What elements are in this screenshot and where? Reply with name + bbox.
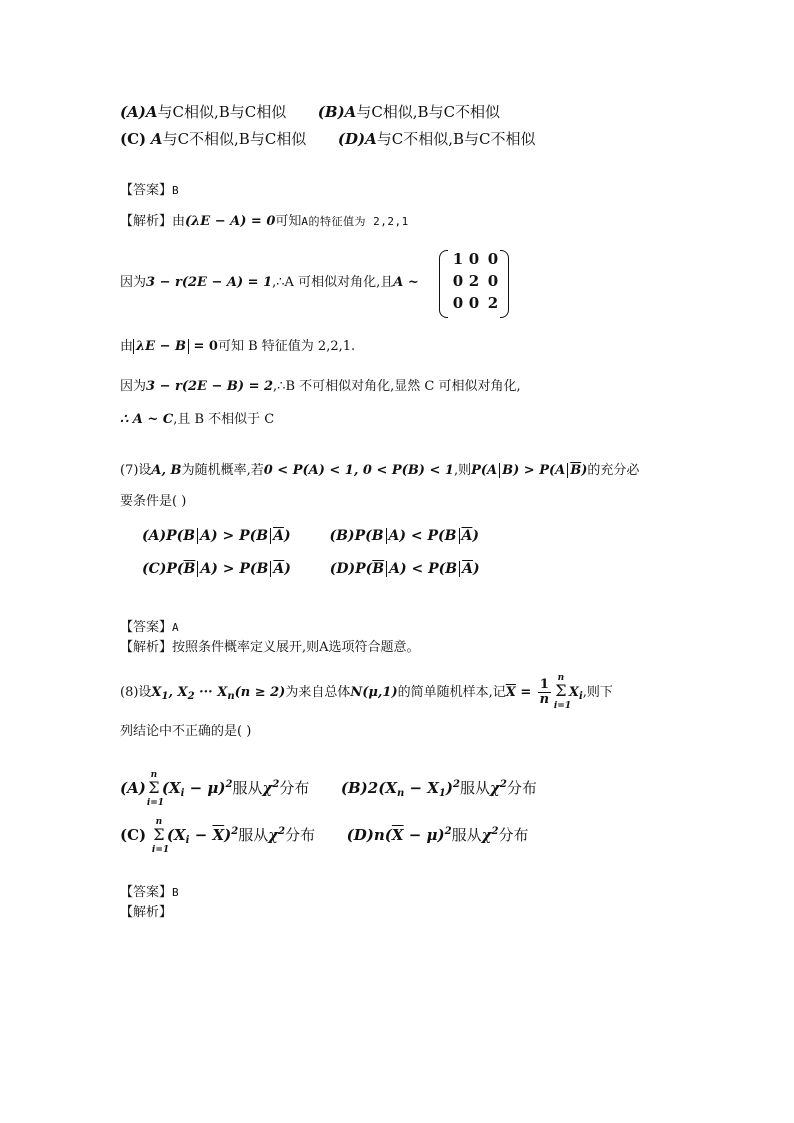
q6-option-c-text: 与C不相似,B与C相似 [162,130,307,148]
q8-option-d-math: $n(\overline{X} - \mu)^2$ [373,826,452,844]
q8-analysis: 【解析】 [120,905,173,920]
q6-answer-value: B [172,184,180,197]
q6-eq-5: ∴ A ~ C [120,412,174,427]
diagonal-matrix: 1 0 0 0 2 0 0 0 2 [439,250,509,316]
q6-analysis-line-2: 因为3 − r(2E − A) = 1,∴A 可相似对角化,且A ~ [120,275,419,290]
q6-eq-1: (λE − A) = 0 [185,214,276,229]
q6-eq-2: 3 − r(2E − A) = 1 [146,275,273,290]
q7-number: (7)设 [120,463,152,478]
q8-mean-def: $\overline{X}$ = [505,685,536,700]
q8-number: (8)设 [120,685,152,700]
q7-analysis: 【解析】按照条件概率定义展开,则A选项符合题意。 [120,640,420,655]
q8-options-row-2: (C) n Σ i=1 $(X_i - \overline{X})^2$服从$\chi^2$分布 $(D)n(\overline{X} - \mu)^2$服从$\chi^2$分布 [120,817,529,855]
q6-option-a-text: 与C相似,B与C相似 [157,103,287,121]
q6-analysis-line-4: 因为3 − r(2E − B) = 2,∴B 不可相似对角化,显然 C 可相似对角化, [120,379,521,394]
q7-options-row-2: $(C)P(\overline{B}$ A) > P(B $\overline{A}$) $(D)P(\overline{B}$ A) < P(B $\overline{A}$) [142,561,480,577]
q6-eq-3: λE − B [133,339,189,354]
q8-option-c-math: $(X_i - \overline{X})^2$ [166,826,239,846]
q7-option-b-math: P(B A) < P(B $\overline{A}$) [354,528,479,544]
q6-option-row-1: (A)A与C相似,B与C相似 (B)A与C相似,B与C不相似 [120,103,501,121]
q6-option-b-label: (B) [317,103,345,121]
q8-option-b-math: $2(X_n - X_1)^2$ [367,779,460,799]
q6-option-d-label: (D) [337,130,366,148]
q6-analysis-label: 【解析】 [120,214,173,229]
q8-sample: $X_1$, $X_2$ ··· $X_n(n \ge 2)$ [151,685,286,702]
q8-option-a-math: $(X_i - \mu)^2$ [161,779,233,799]
q7-answer: 【答案】A [120,620,180,635]
q6-analysis-line-1: 【解析】由(λE − A) = 0可知A的特征值为 2,2,1 [120,214,409,229]
q6-analysis-line-3: 由 λE − B = 0可知 B 特征值为 2,2,1. [120,339,356,354]
q7-stem-line-2: 要条件是( ) [120,494,187,509]
q7-options-row-1: (A)P(B A) > P(B $\overline{A}$) (B)P(B A) < P(B $\overline{A}$) [142,528,479,544]
q7-condition: 0 < P(A) < 1, 0 < P(B) < 1 [263,463,454,478]
q7-inequality: P(A B) > P(A $\overline{B}$) [471,463,588,478]
q8-stem-line-1: (8)设$X_1$, $X_2$ ··· $X_n(n \ge 2)$为来自总体N(μ,1)的简单随机样本,记$\overline{X}$ = $\frac{1}{n}$ n Σ i=1 $X_i$,则下 [120,673,613,711]
q6-answer-label: 【答案】 [120,183,173,198]
q7-option-c-math: $P(\overline{B}$ A) > P(B $\overline{A}$) [166,561,291,577]
q8-answer: 【答案】B [120,885,180,900]
q6-option-d-text: 与C不相似,B与C不相似 [376,130,536,148]
q6-option-c-label: (C) [120,130,147,148]
q6-analysis-line-5: ∴ A ~ C,且 B 不相似于 C [120,412,275,427]
q7-stem-line-1: (7)设A, B为随机概率,若0 < P(A) < 1, 0 < P(B) < 1,则P(A B) > P(A $\overline{B}$)的充分必 [120,463,640,478]
q6-eq-4: 3 − r(2E − B) = 2 [146,379,274,394]
q6-option-b-text: 与C相似,B与C不相似 [356,103,501,121]
q8-stem-line-2: 列结论中不正确的是( ) [120,724,252,739]
q7-option-d-math: $P(\overline{B}$ A) < P(B $\overline{A}$) [355,561,480,577]
q8-options-row-1: (A) n Σ i=1 $(X_i - \mu)^2$服从$\chi^2$分布 $(B)2(X_n - X_1)^2$服从$\chi^2$分布 [120,770,537,808]
q6-option-a-label: (A) [120,103,146,121]
q7-option-a-math: P(B A) > P(B $\overline{A}$) [166,528,291,544]
q6-option-row-2: (C) A与C不相似,B与C相似 (D)A与C不相似,B与C不相似 [120,130,536,148]
q6-answer [120,181,179,201]
